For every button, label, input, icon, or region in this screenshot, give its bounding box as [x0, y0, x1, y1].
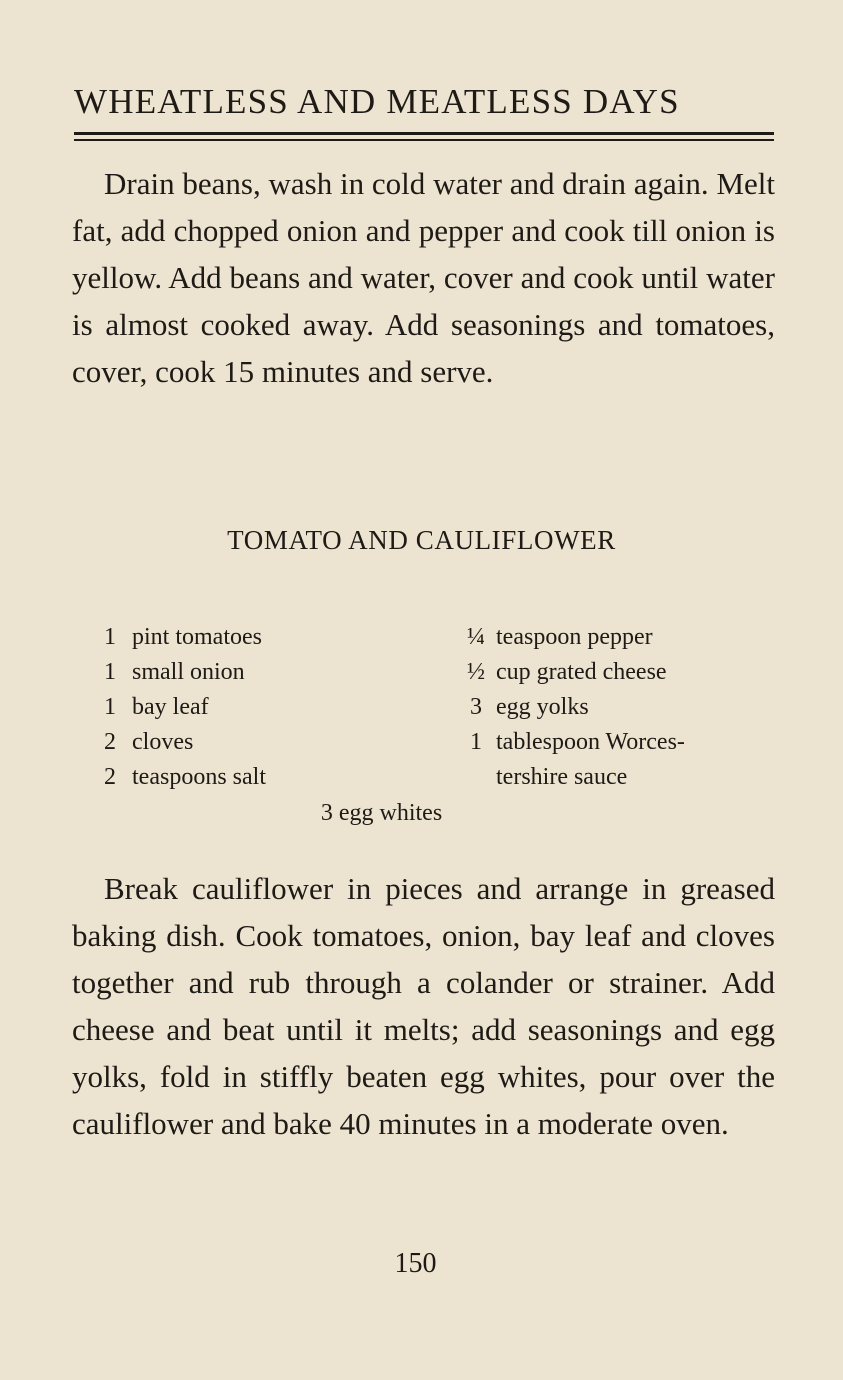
ingredient-row: [456, 725, 685, 760]
ingredient-item: teaspoon pepper: [496, 624, 653, 650]
ingredient-row: [104, 725, 266, 760]
ingredient-item: pint tomatoes: [132, 624, 262, 650]
ingredients-left-column: [104, 620, 266, 795]
ingredient-qty: 2: [104, 764, 116, 790]
ingredient-qty: 1: [104, 694, 116, 720]
ingredient-qty: ½: [467, 659, 485, 685]
header-rule-thick: [74, 132, 774, 135]
ingredient-row: [104, 690, 266, 725]
running-head: WHEATLESS AND MEATLESS DAYS: [74, 82, 680, 121]
ingredient-row: [104, 620, 266, 655]
ingredient-qty: 1: [104, 624, 116, 650]
page-number: 150: [394, 1248, 437, 1279]
ingredient-item: egg yolks: [496, 694, 589, 720]
ingredient-qty: 2: [104, 729, 116, 755]
ingredient-item: cup grated cheese: [496, 659, 667, 685]
paragraph-text: Drain beans, wash in cold water and drain again. Melt fat, add chopped onion and pepper and cook till onion is yellow. Add beans and water, cover and cook until water is almost cooked away. Add seasonings and tomatoes, cover, cook 15 minutes and serve.: [72, 166, 775, 389]
ingredient-item: small onion: [132, 659, 245, 685]
ingredient-row: [456, 690, 685, 725]
ingredient-row: [456, 655, 685, 690]
paragraph-text: Break cauliflower in pieces and arrange in greased baking dish. Cook tomatoes, onion, bay leaf and cloves together and rub through a colander or strainer. Add cheese and beat until it melts; add seasonings and egg yolks, fold in stiffly beaten egg whites, pour over the cauliflower and bake 40 minutes in a moderate oven.: [72, 871, 775, 1141]
ingredient-item: teaspoons salt: [132, 764, 266, 790]
ingredient-row: [104, 655, 266, 690]
header-rule-thin: [74, 139, 774, 141]
recipe-title: TOMATO AND CAULIFLOWER: [227, 525, 616, 555]
ingredient-qty: ¼: [467, 624, 485, 650]
paragraph-drain-beans: [72, 160, 775, 395]
ingredient-qty: 1: [104, 659, 116, 685]
ingredient-item: tablespoon Worces-: [496, 729, 685, 755]
ingredients-right-column: [456, 620, 685, 795]
ingredient-centered: 3 egg whites: [320, 800, 443, 826]
ingredient-item: cloves: [132, 729, 194, 755]
ingredient-item: bay leaf: [132, 694, 209, 720]
ingredient-row: [456, 620, 685, 655]
ingredient-qty: 3: [470, 694, 482, 720]
paragraph-method: [72, 865, 775, 1147]
ingredient-item: tershire sauce: [496, 764, 628, 790]
ingredient-row-continuation: [456, 760, 685, 795]
ingredient-qty: 1: [470, 729, 482, 755]
ingredient-row: [104, 760, 266, 795]
